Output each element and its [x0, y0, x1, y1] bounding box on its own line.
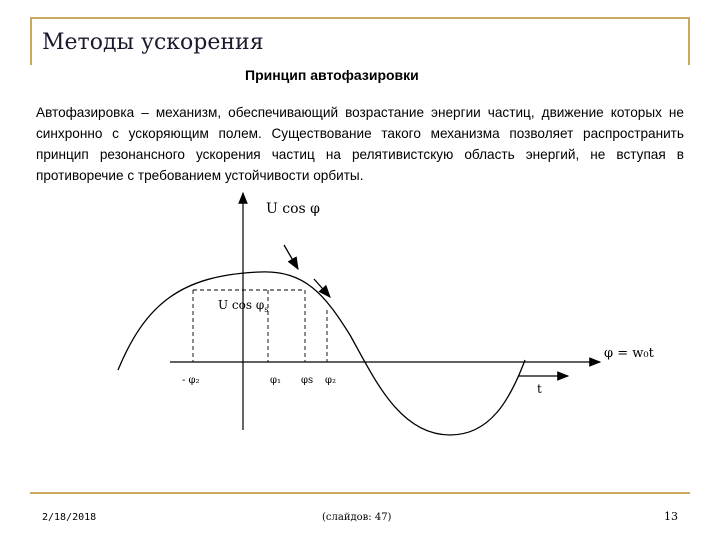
- tick-label-phi2: φ₂: [325, 375, 337, 386]
- autophasing-diagram: [100, 185, 680, 445]
- slide-subtitle: Принцип автофазировки: [245, 67, 419, 83]
- frame-top-border: [30, 17, 690, 19]
- footer-date: 2/18/2018: [42, 512, 97, 523]
- tick-label-neg-phi2: - φ₂: [182, 375, 200, 386]
- frame-right-border: [688, 17, 690, 65]
- upper-arrow: [284, 245, 298, 269]
- slide-title: Методы ускорения: [42, 30, 264, 55]
- slide-body-text: Автофазировка – механизм, обеспечивающий возрастание энергии частиц, движение которых не синхронно с ускоряющим полем. Существование такого механизма позволяет распространить принцип резонансного ускорения частиц на релятивистскую область энергий, не вступая в противоречие с требованием устойчивости орбиты.: [36, 105, 684, 183]
- time-label: t: [537, 382, 542, 396]
- voltage-curve: [118, 272, 525, 435]
- footer-page-number: 13: [664, 510, 678, 523]
- y-axis-label: U cos φ: [266, 201, 320, 217]
- tick-label-phi1: φ₁: [270, 375, 282, 386]
- tick-label-phis: φs: [301, 375, 314, 386]
- frame-bottom-border: [30, 492, 690, 494]
- mid-label: U $\cos \varphi_s$: [218, 298, 269, 314]
- lower-arrow: [314, 279, 330, 297]
- footer-slide-count: (слайдов: 47): [322, 512, 392, 523]
- frame-left-border: [30, 17, 32, 65]
- x-axis-label: φ = w₀t: [604, 346, 654, 361]
